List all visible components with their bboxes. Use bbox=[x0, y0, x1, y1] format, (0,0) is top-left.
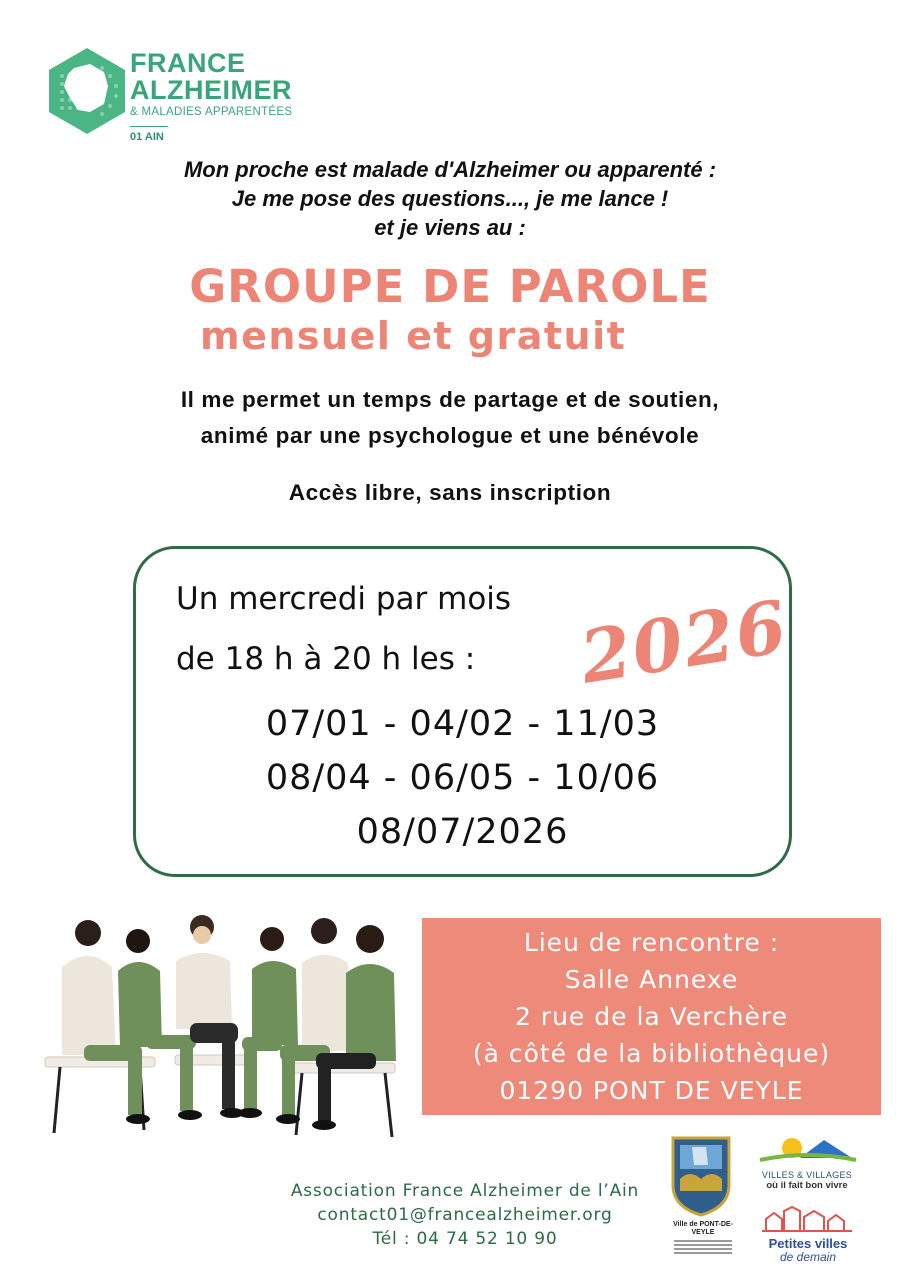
logo-line-4: 01 AIN bbox=[130, 131, 164, 143]
association-name: Association France Alzheimer de l’Ain bbox=[290, 1181, 640, 1201]
villes-villages-logo bbox=[752, 1134, 862, 1194]
venue-line: 01290 PONT DE VEYLE bbox=[499, 1076, 804, 1105]
crest-fine-print bbox=[670, 1240, 736, 1254]
venue-line: 2 rue de la Verchère bbox=[514, 1002, 789, 1031]
villes-villages-title: VILLES & VILLAGES bbox=[761, 1170, 853, 1180]
petites-villes-title: Petites villes bbox=[768, 1236, 848, 1251]
pont-de-veyle-crest-icon bbox=[670, 1135, 732, 1217]
schedule-dates-row: 08/04 - 06/05 - 10/06 bbox=[265, 758, 660, 798]
schedule-dates-row: 07/01 - 04/02 - 11/03 bbox=[265, 704, 660, 744]
venue-box bbox=[422, 918, 881, 1115]
description-line-2: animé par une psychologue et une bénévole bbox=[200, 423, 700, 448]
people-group-discussion-illustration bbox=[40, 905, 410, 1140]
schedule-hours: de 18 h à 20 h les : bbox=[176, 641, 476, 677]
page-title: GROUPE DE PAROLE bbox=[189, 260, 711, 313]
logo-divider bbox=[130, 126, 168, 127]
intro-line-1: Mon proche est malade d'Alzheimer ou apparenté : bbox=[183, 157, 717, 182]
petites-villes-subtitle: de demain bbox=[779, 1250, 837, 1264]
crest-title: Ville de PONT-DE-VEYLE bbox=[673, 1221, 733, 1236]
intro-text bbox=[0, 155, 900, 242]
venue-line: (à côté de la bibliothèque) bbox=[472, 1039, 831, 1068]
schedule-dates bbox=[136, 697, 789, 859]
schedule-box bbox=[133, 546, 792, 877]
schedule-dates-row: 08/07/2026 bbox=[356, 812, 569, 852]
venue-line: Salle Annexe bbox=[564, 965, 739, 994]
petites-villes-logo bbox=[758, 1205, 858, 1265]
contact-phone[interactable]: Tél : 04 74 52 10 90 bbox=[372, 1229, 558, 1249]
town-skyline-icon bbox=[758, 1205, 858, 1233]
schedule-frequency: Un mercredi par mois bbox=[176, 581, 512, 617]
schedule-year: 2026 bbox=[574, 583, 794, 700]
france-alzheimer-logo bbox=[42, 46, 332, 146]
page-subtitle: mensuel et gratuit bbox=[200, 314, 627, 358]
venue-line: Lieu de rencontre : bbox=[523, 928, 780, 957]
france-map-icon bbox=[42, 46, 132, 136]
villes-villages-tagline: où il fait bon vivre bbox=[766, 1180, 848, 1191]
logo-line-2: ALZHEIMER bbox=[130, 75, 292, 105]
pont-de-veyle-logo bbox=[670, 1135, 736, 1260]
description bbox=[0, 382, 900, 454]
contact-email[interactable]: contact01@francealzheimer.org bbox=[317, 1205, 613, 1225]
contact-footer bbox=[200, 1179, 730, 1251]
logo-text bbox=[130, 50, 292, 143]
description-line-1: Il me permet un temps de partage et de soutien, bbox=[180, 387, 720, 412]
sun-and-roofs-icon bbox=[752, 1134, 862, 1164]
logo-line-3: & MALADIES APPARENTÉES bbox=[130, 106, 293, 118]
intro-line-2: Je me pose des questions..., je me lance ! bbox=[231, 186, 669, 211]
intro-line-3: et je viens au : bbox=[374, 215, 526, 240]
logo-line-1: FRANCE bbox=[130, 48, 246, 78]
access-note: Accès libre, sans inscription bbox=[288, 480, 612, 505]
